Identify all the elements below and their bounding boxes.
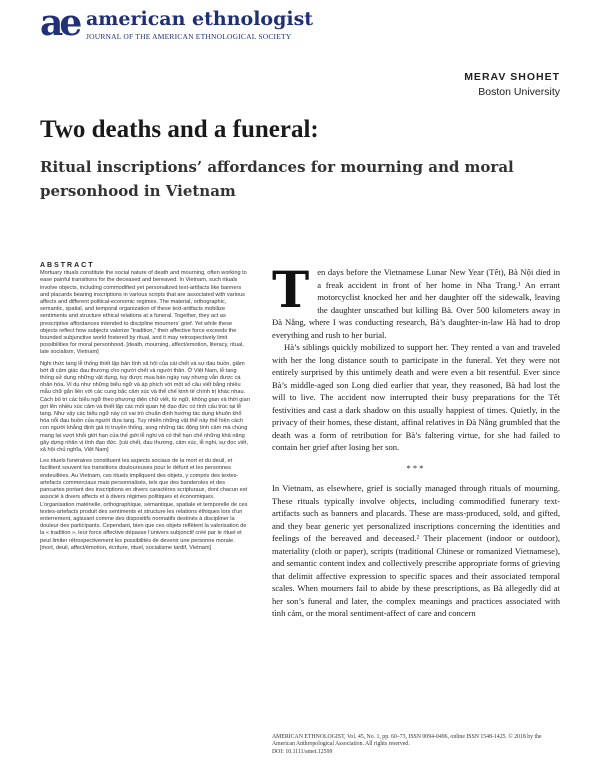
journal-masthead [40, 2, 560, 44]
body-paragraph [272, 266, 560, 341]
journal-logo: ae [40, 2, 79, 44]
author-name: MERAV SHOHET [464, 71, 560, 83]
citation-footer [272, 734, 560, 756]
abstract-french: Les rituels funéraires constituent les aspects sociaux de la mort et du deuil, et facilitent souvent les transitions douloureuses pour le défunt et les personnes endeuillées. Au Vietnam, ces rituels impliquent des objets, y compris des textes-artefacts commerciaux mais personnalisés, tels que des banderoles et des pancartes portant des inscriptions en divers caractères scripturaux, dont chacun est associé à divers affects et à divers régimes politiques et économiques. L’organisation matérielle, orthographique, sémantique, spatiale et temporelle de ces textes-artefacts produit des sentiments et structure les relations éthiques lors d’un enterrement, agissant comme des dispositifs normatifs destinés à discipliner la douleur des participants. Cependant, bien que ces objets reflètent la valorisation de la « tradition », leur force affective dépasse l’univers subjonctif créé par le rituel et peut limiter rétrospectivement les possibilités de devenir une personne morale. [mort, deuil, affect/émotion, écriture, rituel, socialisme tardif, Vietnam] [40, 458, 248, 551]
body-paragraph-text: en days before the Vietnamese Lunar New Year (Tết), Bà Nội died in a freak accident in front of her home in Nha Trang.¹ An errant motorcyclist knocked her and her daughter off the sidewalk, leaving the daughter unscathed but killing Bà. Over 500 kilometers away in Đà Nẵng, where I was conducting research, Bà’s daughter-in-law Hà had to drop everything and rush to her burial. [272, 267, 560, 340]
article-title: Two deaths and a funeral: [40, 116, 319, 143]
body-paragraph: Hà’s siblings quickly mobilized to support her. They rented a van and traveled with her the long distance south to participate in the funeral. Yet they were not entirely surprised by this untimely death and were even a bit resentful. Ever since Bà’s middle-aged son Long died earlier that year, they reasoned, Bà had lost the will to live. The accident now interrupted their busy preparations for the Tết festivities and cast a dark shadow on this usually happiest of times. Quietly, in the privacy of their homes, these distant, affinal relatives in Đà Nẵng grumbled that the death was a form of retribution for Bà’s faltering virtue, for she had failed to contain her grief after losing her son. [272, 342, 560, 452]
journal-name: american ethnologist [86, 8, 314, 30]
article-subtitle: Ritual inscriptions’ affordances for mourning and moral personhood in Vietnam [40, 158, 514, 200]
journal-subtitle: JOURNAL OF THE AMERICAN ETHNOLOGICAL SOCIETY [86, 32, 292, 41]
abstract-english: Mortuary rituals constitute the social nature of death and mourning, often working to ease painful transitions for the deceased and bereaved. In Vietnam, such rituals involve objects, including commodified yet personalized text-artifacts like banners and placards bearing inscriptions in various scripts that are associated with various affects and different political-economic regimes. The material, orthographic, semantic, spatial, and temporal organization of these text-artifacts mobilize sentiments and structure ethical relations at a funeral. Together, they act as prescriptive affordances intended to discipline mourners’ grief. Yet while these objects reflect how subjects valorize “tradition,” their affective force exceeds the bounded subjunctive world fostered by ritual, and it may retrospectively limit possibilities for moral personhood. [death, mourning, affect/emotion, literacy, ritual, late socialism, Vietnam] [40, 270, 247, 356]
drop-cap: T [272, 266, 310, 319]
body-paragraph: In Vietnam, as elsewhere, grief is socially managed through rituals of mourning. These rituals typically involve objects, including commodified funerary text-artifacts such as banners and placards. These are mass-produced, sold, and gifted, and they bear generic yet personalized inscriptions concerning the identities and feelings of the bereaved and deceased.² Their placement (indoor or outdoor), materiality (cloth or paper), scripts (traditional Chinese or romanized Vietnamese), and semantic content index and collectively prescribe appropriate forms of grieving that delimit affective expression to specific spaces and their associated temporal scales. When mourners fail to abide by these prescriptions, as Bà allegedly did at her son’s funeral and later, the complex meanings and practices associated with tình cảm, or the moral sentiment-affect of care and concern [272, 483, 560, 618]
doi-text: DOI: 10.1111/amet.12599 [272, 748, 333, 755]
section-divider: *** [406, 462, 426, 473]
abstract-vietnamese: Nghi thức tang lễ thống thiết lập bản tính xã hội của cái chết và sự đau buồn, giảm bớt đi cảm giác đau thương cho người chết và người thân. Ở Việt Nam, lễ tang thống sử dụng những vật dụng, tuy được mua bán ngày nay nhưng vẫn được cá nhân hóa. Ví dụ như những biểu ngữ và áp phích với một số câu viết bằng nhiều mẫu chữ gắn liền với các cung bậc cảm xúc và thể chế kinh tế chính trị khác nhau. Cách bố trí các biểu ngữ theo phương diện chữ viết, từ ngữ, không gian và thời gian gợi lên nhiều xúc cảm và thiết lập các mối quan hệ đạo đức có tính cấu trúc tại lễ tang. Như vậy các biểu ngữ này có vai trò chuẩn định hướng tác dụng khuôn khổ hóa nỗi đau buồn của người đưa tang. Tuy nhiên những vật thể này thể hiện cách con người khẳng định giá trị truyền thống, song những tác động tình cảm mà chúng mang lại vượt khỏi giới hạn của thế giới lễ nghi và có thể hạn chế những khả năng gây dựng nhân vị tính đạo đức. [cái chết, đau thương, cảm xúc, lễ nghi, sự đọc viết, xã hội chủ nghĩa, Việt Nam] [40, 360, 250, 454]
abstract-column [40, 262, 250, 642]
author-block [464, 71, 560, 98]
author-affiliation: Boston University [478, 86, 560, 98]
abstract-heading: ABSTRACT [40, 262, 95, 269]
citation-text: AMERICAN ETHNOLOGIST, Vol. 45, No. 1, pp. 60–73, ISSN 0094-0496, online ISSN 1548-1425. © 2018 by the American Anthropological Association. All rights reserved. [272, 734, 542, 748]
body-column [272, 266, 560, 731]
